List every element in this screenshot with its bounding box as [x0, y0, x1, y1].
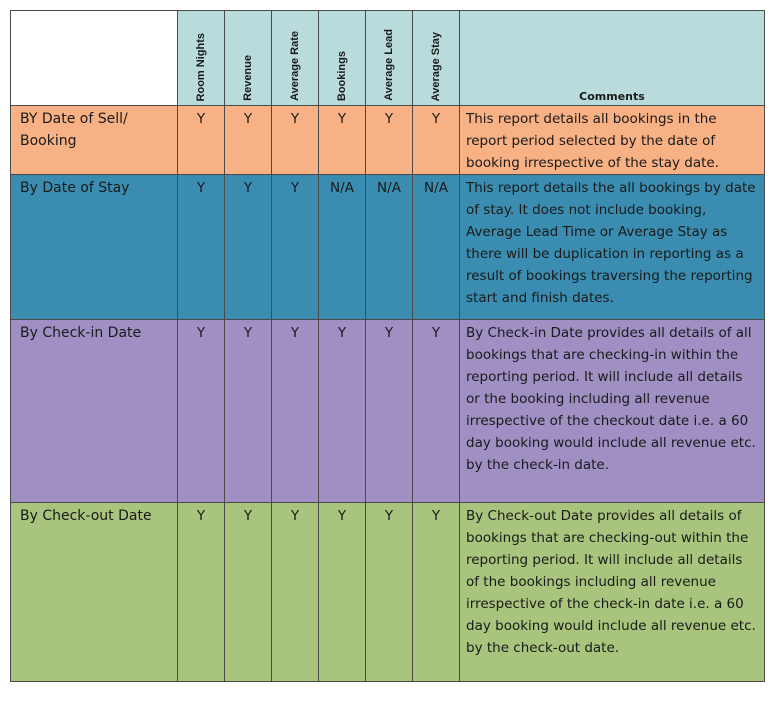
value-cell: Y [225, 320, 272, 503]
table-row [11, 503, 765, 682]
value-cell: Y [319, 503, 366, 682]
comment-cell: By Check-in Date provides all details of all bookings that are checking-in within the reporting period. It will include all details or the booking including all revenue irrespective of the checkout date i.e. a 60 day booking would include all revenue etc. by the check-in date. [460, 320, 765, 503]
comment-text: This report details the all bookings by date of stay. It does not include booking, Average Lead Time or Average Stay as there will be duplication in reporting as a result of bookings traversing the reporting start and finish dates. [466, 180, 756, 306]
column-header-comments: Comments [460, 11, 765, 106]
row-label: BY Date of Sell/ Booking [11, 106, 178, 175]
column-header-average-lead: Average Lead [366, 11, 413, 106]
value-cell: Y [272, 106, 319, 175]
value-cell: Y [413, 503, 460, 682]
column-header-average-stay: Average Stay [413, 11, 460, 106]
value-cell: Y [272, 320, 319, 503]
value-cell: Y [225, 503, 272, 682]
column-header-room-nights: Room Nights [178, 11, 225, 106]
value-cell: Y [366, 106, 413, 175]
column-header-average-rate: Average Rate [272, 11, 319, 106]
comment-cell [460, 175, 765, 320]
row-label: By Date of Stay [11, 175, 178, 320]
value-cell: Y [366, 320, 413, 503]
value-cell: Y [366, 503, 413, 682]
comment-cell: This report details all bookings in the report period selected by the date of booking irrespective of the stay date. [460, 106, 765, 175]
value-cell: Y [178, 175, 225, 320]
table-row [11, 175, 765, 320]
value-cell: Y [272, 503, 319, 682]
value-cell: N/A [319, 175, 366, 320]
row-label: By Check-out Date [11, 503, 178, 682]
value-cell: N/A [413, 175, 460, 320]
value-cell: Y [319, 106, 366, 175]
value-cell: Y [178, 106, 225, 175]
corner-cell [11, 11, 178, 106]
column-header-bookings: Bookings [319, 11, 366, 106]
value-cell: Y [225, 106, 272, 175]
header-row [11, 11, 765, 106]
comment-cell: By Check-out Date provides all details of bookings that are checking-out within the reporting period. It will include all details of the bookings including all revenue irrespective of the check-in date i.e. a 60 day booking would include all revenue etc. by the check-out date. [460, 503, 765, 682]
value-cell: Y [178, 503, 225, 682]
value-cell: Y [413, 320, 460, 503]
row-label: By Check-in Date [11, 320, 178, 503]
report-comparison-table [10, 10, 765, 682]
value-cell: Y [178, 320, 225, 503]
column-header-revenue: Revenue [225, 11, 272, 106]
value-cell: Y [319, 320, 366, 503]
table-row [11, 106, 765, 175]
value-cell: Y [413, 106, 460, 175]
table-row [11, 320, 765, 503]
value-cell: N/A [366, 175, 413, 320]
value-cell: Y [272, 175, 319, 320]
value-cell: Y [225, 175, 272, 320]
